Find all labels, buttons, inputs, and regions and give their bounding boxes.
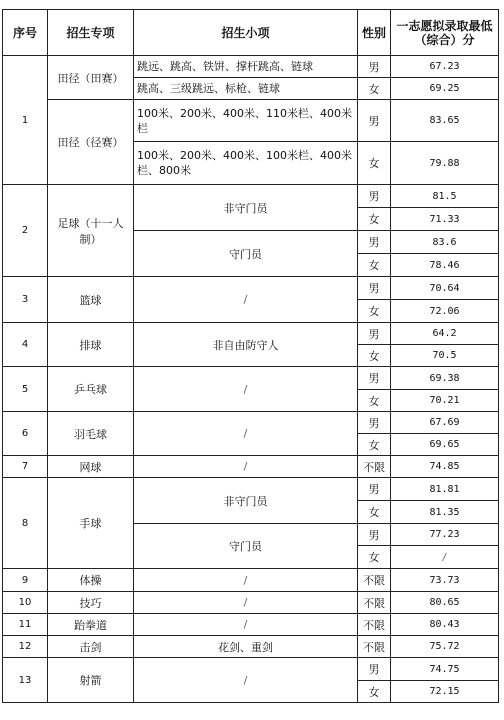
row-gender: 女 xyxy=(358,434,391,456)
row-index: 12 xyxy=(3,636,48,658)
row-gender: 女 xyxy=(358,546,391,569)
row-gender: 不限 xyxy=(358,592,391,614)
row-score: 71.33 xyxy=(391,208,499,231)
row-minor: / xyxy=(134,592,358,614)
row-score: 77.23 xyxy=(391,524,499,546)
row-minor: / xyxy=(134,456,358,478)
row-gender: 男 xyxy=(358,56,391,78)
row-score: 72.15 xyxy=(391,681,499,703)
row-score: 72.06 xyxy=(391,300,499,323)
row-index: 9 xyxy=(3,569,48,592)
table-row xyxy=(3,636,499,658)
row-gender: 男 xyxy=(358,367,391,390)
row-minor: / xyxy=(134,277,358,323)
row-gender: 男 xyxy=(358,478,391,501)
row-score: 81.81 xyxy=(391,478,499,501)
row-score: 70.64 xyxy=(391,277,499,300)
row-minor: 跳高、三级跳远、标枪、链球 xyxy=(134,78,358,100)
row-major: 篮球 xyxy=(48,277,134,323)
row-major: 羽毛球 xyxy=(48,412,134,456)
row-index: 13 xyxy=(3,658,48,703)
row-gender: 男 xyxy=(358,524,391,546)
row-score: 75.72 xyxy=(391,636,499,658)
header-minor: 招生小项 xyxy=(134,10,358,56)
table-row xyxy=(3,323,499,345)
row-major: 乒乓球 xyxy=(48,367,134,412)
row-major: 排球 xyxy=(48,323,134,367)
row-index: 1 xyxy=(3,56,48,185)
row-gender: 女 xyxy=(358,300,391,323)
table-row xyxy=(3,614,499,636)
row-score: 80.43 xyxy=(391,614,499,636)
row-major: 击剑 xyxy=(48,636,134,658)
row-major: 技巧 xyxy=(48,592,134,614)
table-row xyxy=(3,367,499,390)
row-major: 田径（田赛） xyxy=(48,56,134,100)
row-major: 跆拳道 xyxy=(48,614,134,636)
row-minor: 守门员 xyxy=(134,231,358,277)
row-score: 70.21 xyxy=(391,390,499,412)
row-gender: 不限 xyxy=(358,569,391,592)
header-major: 招生专项 xyxy=(48,10,134,56)
row-gender: 女 xyxy=(358,254,391,277)
row-score: 81.5 xyxy=(391,185,499,208)
row-gender: 女 xyxy=(358,501,391,524)
row-score: 83.65 xyxy=(391,100,499,142)
row-gender: 男 xyxy=(358,323,391,345)
row-minor: / xyxy=(134,658,358,703)
row-gender: 男 xyxy=(358,231,391,254)
row-major: 网球 xyxy=(48,456,134,478)
row-minor: / xyxy=(134,614,358,636)
row-score: 78.46 xyxy=(391,254,499,277)
row-minor: 守门员 xyxy=(134,524,358,569)
row-major: 射箭 xyxy=(48,658,134,703)
row-score: 69.25 xyxy=(391,78,499,100)
row-score: / xyxy=(391,546,499,569)
row-score: 74.75 xyxy=(391,658,499,681)
table-row xyxy=(3,100,499,142)
header-index: 序号 xyxy=(3,10,48,56)
table-row xyxy=(3,412,499,434)
table-row xyxy=(3,277,499,300)
row-index: 4 xyxy=(3,323,48,367)
row-index: 2 xyxy=(3,185,48,277)
row-minor: 100米、200米、400米、110米栏、400米栏 xyxy=(134,100,358,142)
row-gender: 女 xyxy=(358,142,391,185)
row-index: 7 xyxy=(3,456,48,478)
row-major: 田径（径赛） xyxy=(48,100,134,185)
row-index: 5 xyxy=(3,367,48,412)
row-minor: / xyxy=(134,569,358,592)
row-minor: 100米、200米、400米、100米栏、400米栏、800米 xyxy=(134,142,358,185)
row-index: 11 xyxy=(3,614,48,636)
row-gender: 男 xyxy=(358,658,391,681)
table-row xyxy=(3,456,499,478)
row-gender: 男 xyxy=(358,412,391,434)
header-score: 一志愿拟录取最低（综合）分 xyxy=(391,10,499,56)
row-index: 8 xyxy=(3,478,48,569)
row-minor: / xyxy=(134,412,358,456)
row-score: 70.5 xyxy=(391,345,499,367)
row-score: 64.2 xyxy=(391,323,499,345)
row-score: 81.35 xyxy=(391,501,499,524)
row-minor: 非自由防守人 xyxy=(134,323,358,367)
row-gender: 不限 xyxy=(358,456,391,478)
row-index: 6 xyxy=(3,412,48,456)
row-gender: 女 xyxy=(358,345,391,367)
table-row xyxy=(3,569,499,592)
row-score: 83.6 xyxy=(391,231,499,254)
header-row xyxy=(3,10,499,56)
row-score: 67.69 xyxy=(391,412,499,434)
row-score: 79.88 xyxy=(391,142,499,185)
row-major: 足球（十一人制） xyxy=(48,185,134,277)
row-score: 69.38 xyxy=(391,367,499,390)
row-score: 69.65 xyxy=(391,434,499,456)
table-row xyxy=(3,478,499,501)
row-gender: 男 xyxy=(358,277,391,300)
row-score: 73.73 xyxy=(391,569,499,592)
admission-score-table xyxy=(2,9,499,703)
table-row xyxy=(3,658,499,681)
row-score: 80.65 xyxy=(391,592,499,614)
row-minor: 非守门员 xyxy=(134,478,358,524)
row-score: 74.85 xyxy=(391,456,499,478)
row-gender: 男 xyxy=(358,185,391,208)
row-major: 手球 xyxy=(48,478,134,569)
row-index: 3 xyxy=(3,277,48,323)
table-row xyxy=(3,185,499,208)
row-gender: 女 xyxy=(358,390,391,412)
row-gender: 男 xyxy=(358,100,391,142)
row-minor: 花剑、重剑 xyxy=(134,636,358,658)
row-gender: 女 xyxy=(358,681,391,703)
row-gender: 女 xyxy=(358,78,391,100)
header-gender: 性别 xyxy=(358,10,391,56)
row-score: 67.23 xyxy=(391,56,499,78)
row-major: 体操 xyxy=(48,569,134,592)
row-gender: 不限 xyxy=(358,636,391,658)
row-gender: 女 xyxy=(358,208,391,231)
row-minor: 跳远、跳高、铁饼、撑杆跳高、链球 xyxy=(134,56,358,78)
row-gender: 不限 xyxy=(358,614,391,636)
table-row xyxy=(3,592,499,614)
row-index: 10 xyxy=(3,592,48,614)
row-minor: 非守门员 xyxy=(134,185,358,231)
table-row xyxy=(3,56,499,78)
row-minor: / xyxy=(134,367,358,412)
